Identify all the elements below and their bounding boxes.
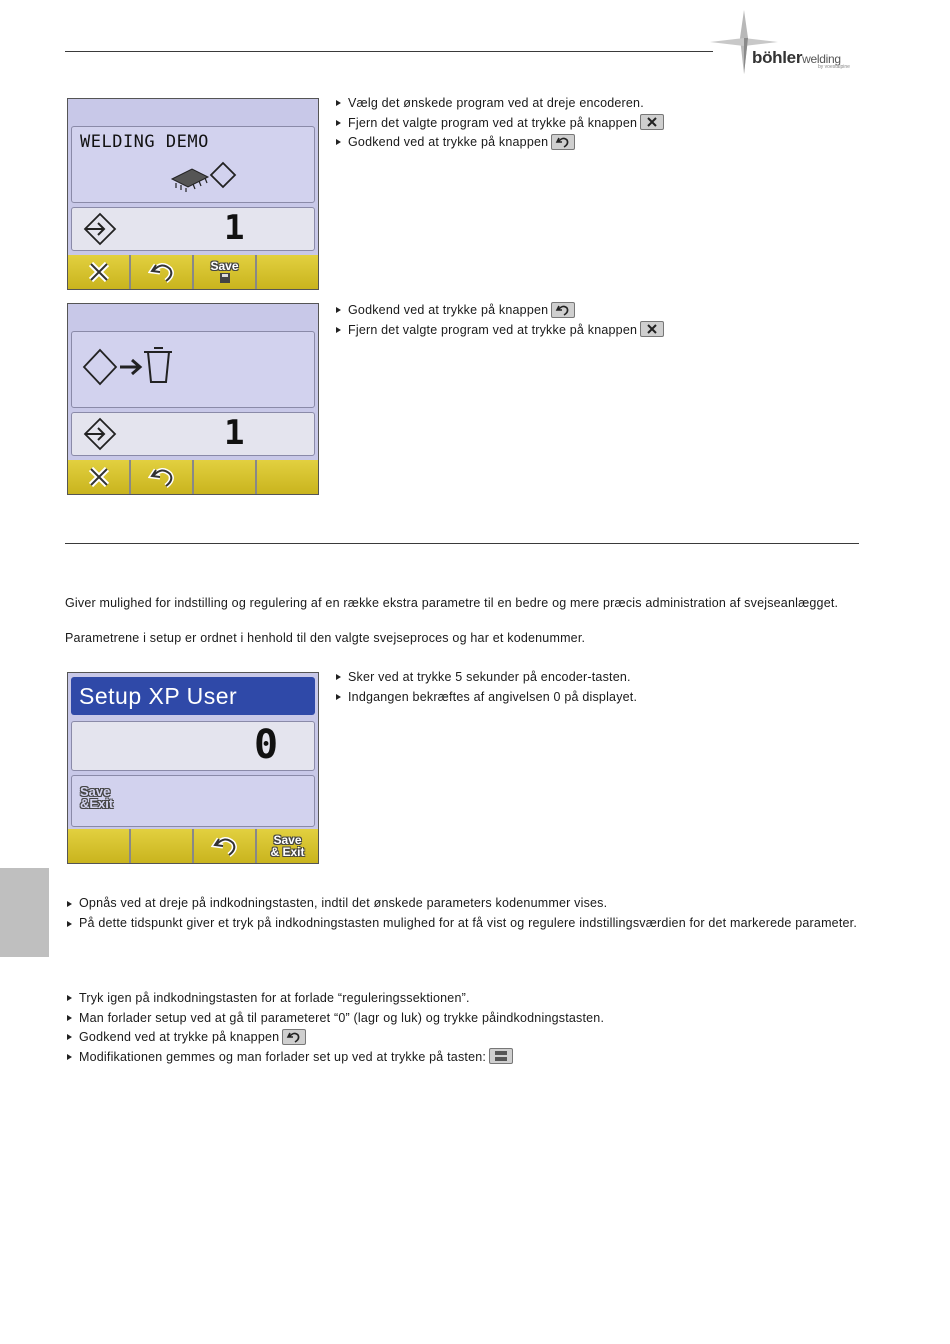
lcd-title-box [71, 126, 315, 203]
empty-key[interactable] [131, 829, 192, 863]
confirm-key[interactable] [131, 460, 192, 494]
cancel-key[interactable] [68, 460, 129, 494]
save-exit-button-ref [489, 1048, 513, 1064]
chapter-side-tab [0, 868, 49, 957]
panel3-instructions [335, 668, 855, 707]
close-icon [86, 466, 112, 488]
lcd-panel-delete-program [67, 303, 319, 495]
empty-key[interactable] [257, 460, 318, 494]
save-exit-icon [492, 1049, 510, 1063]
parameter-select-instructions [66, 895, 861, 932]
save-exit-key[interactable] [257, 829, 318, 863]
confirm-button-ref [551, 302, 575, 318]
undo-arrow-icon [286, 1030, 302, 1044]
softkey-bar [68, 460, 318, 494]
list-item: På dette tidspunkt giver et tryk på indkodningstasten mulighed for at få vist og regulere indstillingsværdien for det markerede parameter. [66, 915, 861, 933]
chip-memory-icon [168, 161, 238, 195]
lcd-delete-box [71, 331, 315, 408]
cancel-button-ref [640, 321, 664, 337]
save-key-label: Save [210, 259, 239, 273]
lcd-value-box [71, 721, 315, 771]
list-item: Godkend ved at trykke på knappen [66, 1028, 861, 1048]
confirm-key[interactable] [131, 255, 192, 289]
lcd-title: WELDING DEMO [80, 132, 209, 152]
brand-tagline: by voestalpine [818, 64, 850, 70]
load-arrow-icon [82, 212, 118, 246]
cancel-button-ref [640, 114, 664, 130]
section-rule [65, 543, 859, 544]
setup-title-bar [71, 677, 315, 715]
empty-key[interactable] [194, 460, 255, 494]
list-item: Fjern det valgte program ved at trykke på knappen [335, 321, 855, 341]
list-item: Vælg det ønskede program ved at dreje encoderen. [335, 94, 855, 114]
list-item: Fjern det valgte program ved at trykke på knappen [335, 114, 855, 134]
confirm-button-ref [551, 134, 575, 150]
lcd-value: 1 [224, 208, 245, 248]
setup-title: Setup XP User [79, 683, 238, 709]
lcd-value: 0 [254, 722, 279, 768]
confirm-key[interactable] [194, 829, 255, 863]
undo-arrow-icon [555, 135, 571, 149]
confirm-button-ref [282, 1029, 306, 1045]
header-rule [65, 51, 713, 52]
empty-key[interactable] [257, 255, 318, 289]
exit-setup-instructions [66, 989, 861, 1067]
floppy-disk-icon [219, 272, 231, 284]
list-item: Godkend ved at trykke på knappen [335, 133, 855, 153]
list-item: Indgangen bekræftes af angivelsen 0 på displayet. [335, 688, 855, 708]
lcd-value-box [71, 207, 315, 251]
save-exit-label: Save &Exit [80, 784, 114, 811]
close-icon [645, 115, 659, 129]
load-arrow-icon [82, 417, 118, 451]
empty-key[interactable] [68, 829, 129, 863]
undo-arrow-icon [211, 835, 239, 857]
undo-arrow-icon [555, 303, 571, 317]
lcd-value-box [71, 412, 315, 456]
delete-to-trash-icon [82, 346, 178, 390]
close-icon [645, 322, 659, 336]
softkey-bar [68, 829, 318, 863]
cancel-key[interactable] [68, 255, 129, 289]
undo-arrow-icon [148, 466, 176, 488]
panel1-instructions [335, 94, 855, 153]
lcd-panel-setup [67, 672, 319, 864]
lcd-info-box [71, 775, 315, 827]
lcd-value: 1 [224, 413, 245, 453]
list-item: Tryk igen på indkodningstasten for at forlade “reguleringssektionen”. [66, 989, 861, 1009]
intro-paragraph: Giver mulighed for indstilling og regulering af en række ekstra parametre til en bedre og mere præcis administration af svejseanlægget. [65, 596, 839, 610]
list-item: Sker ved at trykke 5 sekunder på encoder-tasten. [335, 668, 855, 688]
save-exit-key-label: Save & Exit [270, 833, 305, 859]
save-key[interactable] [194, 255, 255, 289]
list-item: Man forlader setup ved at gå til parameteret “0” (lagr og luk) og trykke påindkodningstasten. [66, 1009, 861, 1029]
softkey-bar [68, 255, 318, 289]
undo-arrow-icon [148, 261, 176, 283]
close-icon [86, 261, 112, 283]
intro-paragraph-2: Parametrene i setup er ordnet i henhold til den valgte svejseproces og har et kodenummer. [65, 631, 586, 645]
list-item: Godkend ved at trykke på knappen [335, 301, 855, 321]
lcd-panel-program-select [67, 98, 319, 290]
list-item: Modifikationen gemmes og man forlader set up ved at trykke på tasten: [66, 1048, 861, 1068]
list-item: Opnås ved at dreje på indkodningstasten, indtil det ønskede parameters kodenummer vises. [66, 895, 861, 913]
panel2-instructions [335, 301, 855, 340]
brand-name: böhlerwelding [752, 48, 841, 67]
